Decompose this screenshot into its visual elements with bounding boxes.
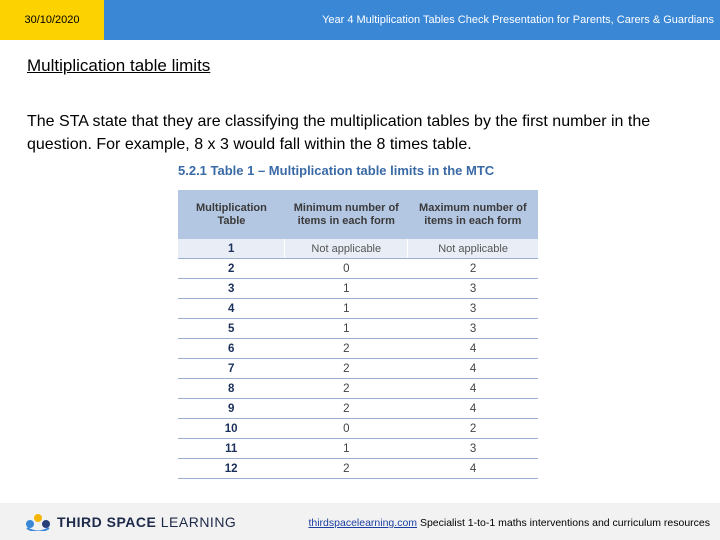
footer-note (308, 517, 710, 529)
header-cell: Maximum number of items in each form (408, 190, 538, 239)
table-cell: 1 (285, 279, 408, 299)
table-cell: 2 (285, 459, 408, 479)
table-cell: 1 (285, 299, 408, 319)
table-cell: 0 (285, 259, 408, 279)
table-cell: 2 (285, 359, 408, 379)
table-cell: 1 (285, 439, 408, 459)
table-cell: 4 (178, 299, 285, 319)
table-row (178, 339, 538, 359)
table-row (178, 299, 538, 319)
table-cell: 3 (178, 279, 285, 299)
table-row (178, 259, 538, 279)
table-cell: 3 (408, 319, 538, 339)
table-cell: 3 (408, 439, 538, 459)
table-row (178, 239, 538, 259)
table-row (178, 319, 538, 339)
header-cell: Multiplication Table (178, 190, 285, 239)
table-cell: 10 (178, 419, 285, 439)
header-cell: Minimum number of items in each form (285, 190, 408, 239)
footer (0, 503, 720, 540)
table-cell: 1 (285, 319, 408, 339)
table-cell: 8 (178, 379, 285, 399)
table-cell: 2 (285, 399, 408, 419)
table-cell: Not applicable (285, 239, 408, 259)
table-header-row (178, 190, 538, 239)
table-cell: 4 (408, 339, 538, 359)
header-band (104, 0, 720, 40)
table-cell: 4 (408, 359, 538, 379)
table-row (178, 399, 538, 419)
date-label: 30/10/2020 (24, 14, 80, 26)
table-cell: 12 (178, 459, 285, 479)
table-row (178, 459, 538, 479)
table-cell: 4 (408, 459, 538, 479)
table-row (178, 439, 538, 459)
table-cell: 3 (408, 299, 538, 319)
table-cell: 2 (285, 379, 408, 399)
table-cell: 1 (178, 239, 285, 259)
table-cell: 5 (178, 319, 285, 339)
table-cell: 2 (408, 259, 538, 279)
table-row (178, 379, 538, 399)
table-cell: 3 (408, 279, 538, 299)
website-link[interactable]: thirdspacelearning.com (308, 517, 418, 529)
date-box (0, 0, 104, 40)
table-cell: 2 (285, 339, 408, 359)
table-cell: Not applicable (408, 239, 538, 259)
logo-text-bold: THIRD SPACE (57, 514, 157, 530)
table-cell: 4 (408, 379, 538, 399)
third-space-learning-logo (25, 513, 236, 531)
tsl-logo-icon (25, 513, 51, 531)
logo-text (57, 514, 236, 530)
table-row (178, 359, 538, 379)
table-row (178, 279, 538, 299)
footer-tagline: Specialist 1-to-1 maths interventions and curriculum resources (417, 517, 710, 529)
table-caption: 5.2.1 Table 1 – Multiplication table limits in the MTC (178, 163, 495, 178)
slide-title: Multiplication table limits (27, 56, 211, 75)
table-cell: 4 (408, 399, 538, 419)
table-cell: 9 (178, 399, 285, 419)
table-cell: 6 (178, 339, 285, 359)
limits-table (178, 190, 538, 479)
body-text: The STA state that they are classifying the multiplication tables by the first number in the question. For example, 8 x 3 would fall within the 8 times table. (27, 113, 651, 153)
table-cell: 7 (178, 359, 285, 379)
presentation-title: Year 4 Multiplication Tables Check Presentation for Parents, Carers & Guardians (322, 14, 714, 26)
table-cell: 2 (408, 419, 538, 439)
table-cell: 2 (178, 259, 285, 279)
table-cell: 11 (178, 439, 285, 459)
table-cell: 0 (285, 419, 408, 439)
table-row (178, 419, 538, 439)
logo-text-light: LEARNING (160, 514, 237, 530)
